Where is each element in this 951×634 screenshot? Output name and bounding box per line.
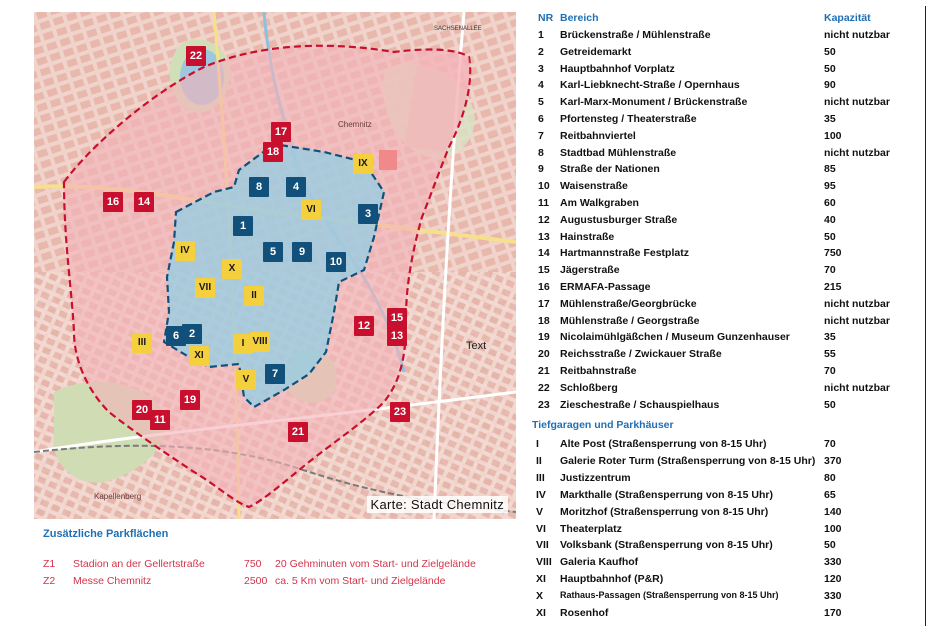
map-credit: Karte: Stadt Chemnitz [367, 496, 508, 513]
marker-v[interactable]: V [236, 370, 256, 390]
map-text-label: Text [466, 340, 487, 352]
marker-8[interactable]: 8 [249, 177, 269, 197]
table-row [532, 399, 932, 416]
table-cell-nr: 15 [538, 264, 550, 277]
garage-cell-nr: II [536, 454, 542, 467]
garage-row [532, 438, 932, 455]
marker-16[interactable]: 16 [103, 192, 123, 212]
marker-x[interactable]: X [222, 259, 242, 279]
table-cell-area: Augustusburger Straße [560, 213, 678, 226]
table-cell-area: Hainstraße [560, 230, 615, 243]
marker-7[interactable]: 7 [265, 364, 285, 384]
marker-3[interactable]: 3 [358, 204, 378, 224]
table-cell-nr: 19 [538, 331, 550, 344]
marker-19[interactable]: 19 [180, 390, 200, 410]
garage-row [532, 506, 932, 523]
garage-cell-nr: X [536, 590, 544, 603]
garage-cell-capacity: 120 [824, 573, 842, 586]
table-cell-nr: 12 [538, 213, 550, 226]
garage-row [532, 472, 932, 489]
garage-cell-capacity: 140 [824, 505, 842, 518]
table-cell-area: Nicolaimühlgäßchen / Museum Gunzenhauser [560, 331, 790, 344]
garage-row [532, 556, 932, 573]
garage-cell-nr: I [536, 438, 539, 450]
garage-cell-capacity: 70 [824, 438, 836, 450]
table-cell-capacity: 50 [824, 398, 836, 411]
table-cell-nr: 7 [538, 129, 544, 142]
table-cell-nr: 4 [538, 79, 544, 92]
garage-cell-area: Rosenhof [560, 607, 609, 619]
table-cell-capacity: 100 [824, 129, 842, 142]
table-cell-area: Hauptbahnhof Vorplatz [560, 62, 675, 75]
table-cell-area: Waisenstraße [560, 180, 628, 193]
table-cell-capacity: 90 [824, 79, 836, 92]
marker-iv[interactable]: IV [175, 241, 195, 261]
table-cell-nr: 16 [538, 281, 550, 293]
garage-row [532, 607, 932, 624]
garage-cell-nr: IV [536, 488, 546, 501]
table-cell-area: Am Walkgraben [560, 197, 639, 209]
table-row [532, 298, 932, 315]
page-divider [925, 6, 926, 626]
marker-xi[interactable]: XI [189, 346, 209, 366]
marker-1[interactable]: 1 [233, 216, 253, 236]
table-cell-area: Zieschestraße / Schauspielhaus [560, 398, 720, 411]
table-cell-area: Reichsstraße / Zwickauer Straße [560, 348, 722, 361]
table-cell-area: Jägerstraße [560, 264, 620, 277]
table-cell-nr: 13 [538, 230, 550, 243]
table-row [532, 147, 932, 164]
header-capacity: Kapazität [824, 12, 871, 24]
garage-cell-capacity: 170 [824, 607, 842, 619]
table-cell-area: Mühlenstraße / Georgstraße [560, 314, 700, 327]
garage-cell-area: Markthalle (Straßensperrung von 8-15 Uhr) [560, 488, 773, 501]
table-cell-capacity: 35 [824, 331, 836, 344]
garage-cell-area: Alte Post (Straßensperrung von 8-15 Uhr) [560, 438, 767, 450]
garage-cell-area: Theaterplatz [560, 522, 622, 535]
map[interactable] [34, 12, 516, 519]
extra-row-z1-note: 20 Gehminuten vom Start- und Zielgelände [275, 558, 476, 570]
table-cell-capacity: nicht nutzbar [824, 29, 890, 41]
extra-row-z2-id: Z2 [43, 575, 56, 587]
table-cell-area: Brückenstraße / Mühlenstraße [560, 29, 711, 41]
table-row [532, 264, 932, 281]
table-cell-area: Reitbahnstraße [560, 365, 637, 377]
extra-row-z2-note: ca. 5 Km vom Start- und Zielgelände [275, 575, 446, 587]
marker-22[interactable]: 22 [186, 46, 206, 66]
table-cell-nr: 8 [538, 146, 544, 159]
marker-ii[interactable]: II [244, 286, 264, 306]
table-header [532, 12, 932, 29]
header-nr: NR [538, 12, 554, 24]
table-row [532, 382, 932, 399]
table-cell-area: Pfortensteg / Theaterstraße [560, 113, 697, 125]
garage-cell-capacity: 330 [824, 590, 842, 603]
table-cell-nr: 11 [538, 197, 550, 209]
marker-4[interactable]: 4 [286, 177, 306, 197]
table-cell-nr: 18 [538, 314, 550, 327]
table-cell-area: Karl-Marx-Monument / Brückenstraße [560, 96, 748, 109]
table-row [532, 113, 932, 130]
marker-vi[interactable]: VI [301, 200, 321, 220]
table-cell-capacity: 40 [824, 213, 836, 226]
garage-cell-area: Moritzhof (Straßensperrung von 8-15 Uhr) [560, 505, 769, 518]
table-row [532, 29, 932, 46]
table-cell-nr: 2 [538, 45, 544, 58]
marker-13[interactable]: 13 [387, 326, 407, 346]
table-cell-capacity: 215 [824, 281, 842, 293]
garage-cell-capacity: 330 [824, 556, 842, 569]
table-cell-nr: 17 [538, 297, 550, 310]
table-row [532, 163, 932, 180]
table-cell-nr: 22 [538, 381, 550, 394]
garage-row [532, 523, 932, 540]
marker-9[interactable]: 9 [292, 242, 312, 262]
table-row [532, 96, 932, 113]
table-cell-nr: 5 [538, 96, 544, 109]
garage-cell-capacity: 50 [824, 539, 836, 552]
table-row [532, 63, 932, 80]
marker-2[interactable]: 2 [182, 324, 202, 344]
table-cell-capacity: 50 [824, 62, 836, 75]
table-cell-nr: 1 [538, 29, 544, 41]
garage-cell-nr: III [536, 471, 545, 484]
marker-23[interactable]: 23 [390, 402, 410, 422]
table-row [532, 46, 932, 63]
table-cell-nr: 3 [538, 62, 544, 75]
table-cell-capacity: nicht nutzbar [824, 297, 890, 310]
garage-cell-area: Rathaus-Passagen (Straßensperrung von 8-15 Uhr) [560, 590, 779, 601]
extra-row-z2-capacity: 2500 [244, 575, 268, 587]
table-cell-capacity: nicht nutzbar [824, 381, 890, 394]
table-row [532, 331, 932, 348]
marker-ix[interactable]: IX [353, 154, 373, 174]
marker-14[interactable]: 14 [134, 192, 154, 212]
table-cell-nr: 6 [538, 113, 544, 125]
garage-cell-capacity: 80 [824, 471, 836, 484]
table-cell-nr: 14 [538, 247, 550, 260]
garage-cell-area: Hauptbahnhof (P&R) [560, 573, 664, 586]
marker-6[interactable]: 6 [166, 326, 186, 346]
table-cell-capacity: 55 [824, 348, 836, 361]
garage-cell-area: Justizzentrum [560, 471, 631, 484]
table-cell-capacity: nicht nutzbar [824, 146, 890, 159]
garage-cell-nr: VII [536, 539, 549, 552]
garage-row [532, 573, 932, 590]
highlight-block [379, 150, 397, 170]
table-row [532, 197, 932, 214]
table-row [532, 365, 932, 382]
marker-18[interactable]: 18 [263, 142, 283, 162]
table-cell-capacity: 70 [824, 365, 836, 377]
table-row [532, 231, 932, 248]
marker-17[interactable]: 17 [271, 122, 291, 142]
marker-i[interactable]: I [233, 334, 253, 354]
table-row [532, 315, 932, 332]
garage-cell-nr: VIII [536, 556, 552, 569]
marker-12[interactable]: 12 [354, 316, 374, 336]
table-cell-nr: 20 [538, 348, 550, 361]
table-cell-nr: 9 [538, 163, 544, 176]
area-label-top: SACHSENALLEE [434, 26, 482, 32]
garage-cell-nr: XI [536, 607, 546, 619]
table-cell-capacity: 750 [824, 247, 842, 260]
garage-cell-capacity: 370 [824, 454, 842, 467]
garage-row [532, 455, 932, 472]
table-cell-area: ERMAFA-Passage [560, 281, 651, 293]
marker-15[interactable]: 15 [387, 308, 407, 328]
garage-cell-nr: VI [536, 522, 546, 535]
table-row [532, 281, 932, 298]
marker-21[interactable]: 21 [288, 422, 308, 442]
table-row [532, 214, 932, 231]
marker-11[interactable]: 11 [150, 410, 170, 430]
garage-cell-capacity: 100 [824, 522, 842, 535]
table-cell-capacity: 95 [824, 180, 836, 193]
table-cell-capacity: 50 [824, 230, 836, 243]
garages-title: Tiefgaragen und Parkhäuser [532, 419, 674, 431]
garage-row [532, 590, 932, 607]
area-label-chemnitz: Chemnitz [338, 120, 372, 129]
area-label-kapellenberg: Kapellenberg [94, 492, 142, 501]
header-area: Bereich [560, 12, 599, 24]
garage-cell-nr: XI [536, 573, 546, 586]
table-cell-area: Schloßberg [560, 381, 618, 394]
table-cell-area: Getreidemarkt [560, 45, 632, 58]
extra-parking-title: Zusätzliche Parkflächen [43, 528, 169, 540]
table-cell-capacity: 85 [824, 163, 836, 176]
table-cell-area: Karl-Liebknecht-Straße / Opernhaus [560, 79, 740, 92]
marker-iii[interactable]: III [132, 333, 152, 353]
table-cell-capacity: 60 [824, 197, 836, 209]
table-row [532, 348, 932, 365]
marker-20[interactable]: 20 [132, 400, 152, 420]
garage-cell-area: Galeria Kaufhof [560, 556, 639, 569]
table-cell-capacity: 35 [824, 113, 836, 125]
table-cell-capacity: nicht nutzbar [824, 314, 890, 327]
marker-10[interactable]: 10 [326, 252, 346, 272]
map-canvas [34, 12, 516, 519]
extra-row-z1-capacity: 750 [244, 558, 262, 570]
table-cell-nr: 23 [538, 398, 550, 411]
table-row [532, 247, 932, 264]
table-row [532, 180, 932, 197]
marker-vii[interactable]: VII [195, 278, 215, 298]
table-cell-area: Hartmannstraße Festplatz [560, 247, 689, 260]
table-cell-nr: 10 [538, 180, 550, 193]
table-cell-area: Reitbahnviertel [560, 129, 636, 142]
garage-cell-capacity: 65 [824, 488, 836, 501]
table-row [532, 79, 932, 96]
garage-cell-area: Volksbank (Straßensperrung von 8-15 Uhr) [560, 539, 773, 552]
garage-row [532, 539, 932, 556]
garage-cell-area: Galerie Roter Turm (Straßensperrung von 8-15 Uhr) [560, 454, 816, 467]
extra-row-z1-name: Stadion an der Gellertstraße [73, 558, 205, 570]
table-cell-capacity: 70 [824, 264, 836, 277]
table-cell-capacity: 50 [824, 45, 836, 58]
marker-5[interactable]: 5 [263, 242, 283, 262]
table-cell-area: Mühlenstraße/Georgbrücke [560, 297, 697, 310]
table-cell-area: Straße der Nationen [560, 163, 660, 176]
garage-row [532, 489, 932, 506]
marker-viii[interactable]: VIII [250, 332, 270, 352]
extra-row-z2-name: Messe Chemnitz [73, 575, 152, 587]
table-cell-area: Stadtbad Mühlenstraße [560, 146, 677, 159]
extra-row-z1-id: Z1 [43, 558, 56, 570]
table-cell-nr: 21 [538, 365, 550, 377]
table-row [532, 130, 932, 147]
table-cell-capacity: nicht nutzbar [824, 96, 890, 109]
garage-cell-nr: V [536, 505, 544, 518]
